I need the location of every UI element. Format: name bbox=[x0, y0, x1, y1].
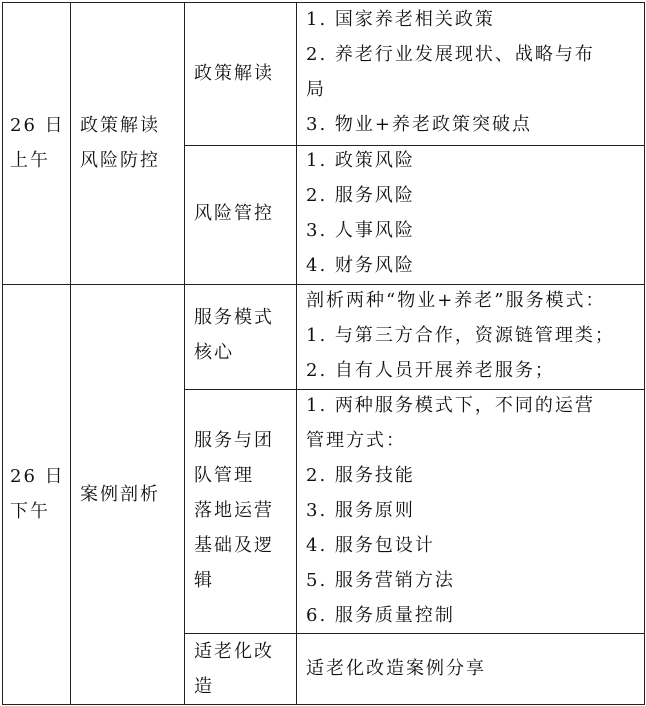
subtopic-label: 落地运营 bbox=[194, 500, 274, 521]
content-line: 管理方式： bbox=[306, 430, 406, 451]
content-line: 2. 自有人员开展养老服务； bbox=[306, 360, 555, 381]
content-line: 4. 财务风险 bbox=[306, 255, 415, 276]
period-label: 下午 bbox=[10, 501, 50, 522]
topic-cell bbox=[80, 108, 160, 178]
content-cell bbox=[306, 283, 615, 388]
rule-col2 bbox=[70, 2, 71, 705]
content-line: 剖析两种“物业+养老”服务模式： bbox=[306, 290, 606, 311]
subtopic-label: 核心 bbox=[194, 342, 234, 363]
subtopic-label: 队管理 bbox=[194, 465, 254, 486]
subtopic-label: 基础及逻 bbox=[194, 535, 274, 556]
content-cell bbox=[306, 651, 486, 686]
content-line: 1. 与第三方合作，资源链管理类； bbox=[306, 325, 615, 346]
period-label: 上午 bbox=[10, 150, 50, 171]
content-line: 6. 服务质量控制 bbox=[306, 605, 455, 626]
rule-right bbox=[644, 2, 645, 705]
content-line: 局 bbox=[306, 79, 326, 100]
subtopic-label: 辑 bbox=[194, 570, 214, 591]
content-cell bbox=[306, 2, 595, 142]
rule-left bbox=[2, 2, 3, 705]
topic-label: 政策解读 bbox=[80, 115, 160, 136]
subtopic-label: 风险管控 bbox=[194, 203, 274, 224]
content-line: 2. 服务风险 bbox=[306, 185, 415, 206]
content-line: 3. 服务原则 bbox=[306, 500, 415, 521]
content-line: 4. 服务包设计 bbox=[306, 535, 435, 556]
rule-col4 bbox=[296, 2, 297, 705]
day-label: 26 日 bbox=[10, 115, 65, 136]
day-cell bbox=[10, 459, 65, 529]
rule-bottom bbox=[2, 704, 644, 705]
topic-cell bbox=[80, 477, 160, 512]
content-line: 2. 服务技能 bbox=[306, 465, 415, 486]
content-line: 1. 政策风险 bbox=[306, 150, 415, 171]
subtopic-label: 服务与团 bbox=[194, 430, 274, 451]
subtopic-label: 适老化改 bbox=[194, 641, 274, 662]
subtopic-label: 服务模式 bbox=[194, 307, 274, 328]
day-cell bbox=[10, 108, 65, 178]
topic-label: 案例剖析 bbox=[80, 484, 160, 505]
content-line: 1. 国家养老相关政策 bbox=[306, 9, 495, 30]
content-cell bbox=[306, 143, 415, 283]
subtopic-cell bbox=[194, 423, 274, 598]
rule-col3 bbox=[184, 2, 185, 705]
day-label: 26 日 bbox=[10, 466, 65, 487]
subtopic-label: 政策解读 bbox=[194, 63, 274, 84]
content-cell bbox=[306, 388, 595, 633]
subtopic-label: 造 bbox=[194, 676, 214, 697]
content-line: 1. 两种服务模式下，不同的运营 bbox=[306, 395, 595, 416]
subtopic-cell bbox=[194, 634, 274, 704]
content-line: 5. 服务营销方法 bbox=[306, 570, 455, 591]
content-line: 3. 物业+养老政策突破点 bbox=[306, 114, 532, 135]
topic-label: 风险防控 bbox=[80, 150, 160, 171]
content-line: 2. 养老行业发展现状、战略与布 bbox=[306, 44, 595, 65]
content-line: 3. 人事风险 bbox=[306, 220, 415, 241]
subtopic-cell bbox=[194, 56, 274, 91]
subtopic-cell bbox=[194, 196, 274, 231]
content-line: 适老化改造案例分享 bbox=[306, 658, 486, 679]
subtopic-cell bbox=[194, 300, 274, 370]
